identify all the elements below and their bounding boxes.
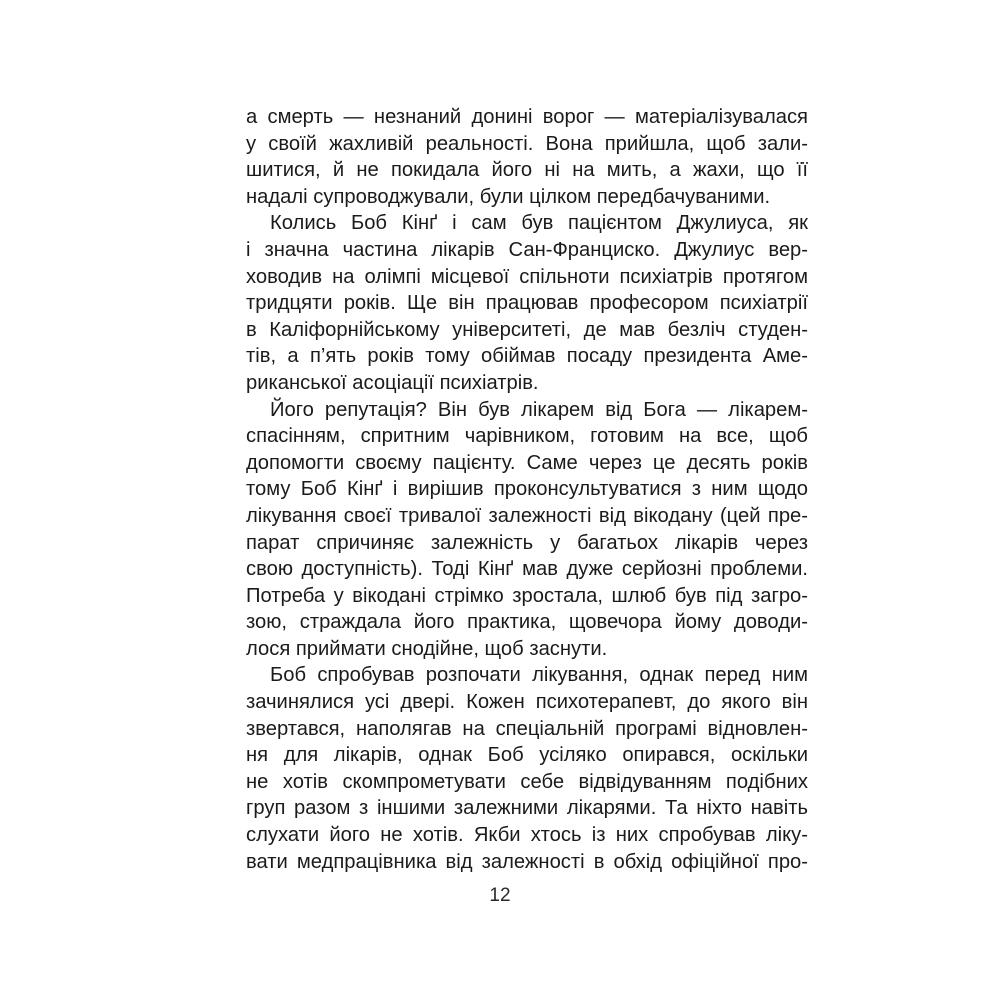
text-line: зою, страждала його практика, щовечора йому доводи- [246,611,808,634]
text-line: звертався, наполягав на спеціальній програмі відновлен- [246,717,808,740]
text-line: свою доступність). Тоді Кінґ мав дуже серйозні проблеми. [246,558,808,581]
text-line: лося приймати снодійне, щоб заснути. [246,637,608,660]
text-line: тому Боб Кінґ і вирішив проконсультуватися з ним щодо [246,478,808,501]
text-line: шитися, й не покидала його ні на мить, а жахи, що її [246,159,808,182]
text-line: вати медпрацівника від залежності в обхід офіційної про- [246,850,808,873]
paragraph-first-line: Боб спробував розпочати лікування, однак перед ним [270,664,808,687]
text-line: надалі супроводжували, були цілком передбачуваними. [246,185,771,208]
text-line: спасінням, спритним чарівником, готовим на все, щоб [246,425,808,448]
text-line: ховодив на олімпі місцевої спільноти психіатрів протягом [246,265,808,288]
text-line: у своїй жахливій реальності. Вона прийшла, щоб зали- [246,132,808,155]
text-line: лікування своєї тривалої залежності від вікодану (цей пре- [246,504,808,527]
text-line: а смерть — незнаний донині ворог — матеріалізувалася [246,106,808,128]
text-line: парат спричиняє залежність у багатьох лікарів через [246,531,808,554]
body-text [246,104,808,875]
text-line: слухати його не хотів. Якби хтось із них спробував ліку- [246,824,808,847]
paragraph-first-line: Колись Боб Кінґ і сам був пацієнтом Джулиуса, як [270,212,808,235]
text-line: і значна частина лікарів Сан-Франциско. Джулиус вер- [246,238,808,261]
text-line: тів, а п’ять років тому обіймав посаду президента Аме- [246,345,808,368]
text-line: ня для лікарів, однак Боб усіляко опирався, оскільки [246,744,808,767]
paragraph-first-line: Його репутація? Він був лікарем від Бога — лікарем- [270,398,808,421]
text-line: допомогти своєму пацієнту. Саме через це десять років [246,451,808,474]
text-line: риканської асоціації психіатрів. [246,371,539,394]
text-line: тридцяти років. Ще він працював професором психіатрії [246,292,808,315]
text-line: Потреба у вікодані стрімко зростала, шлюб був під загро- [246,584,808,607]
text-line: в Каліфорнійському університеті, де мав безліч студен- [246,318,808,341]
page-number: 12 [489,885,511,906]
text-line: не хотів скомпрометувати себе відвідуванням подібних [246,770,808,793]
text-line: груп разом з іншими залежними лікарями. Та ніхто навіть [246,797,808,820]
text-line: зачинялися усі двері. Кожен психотерапевт, до якого він [246,691,808,714]
